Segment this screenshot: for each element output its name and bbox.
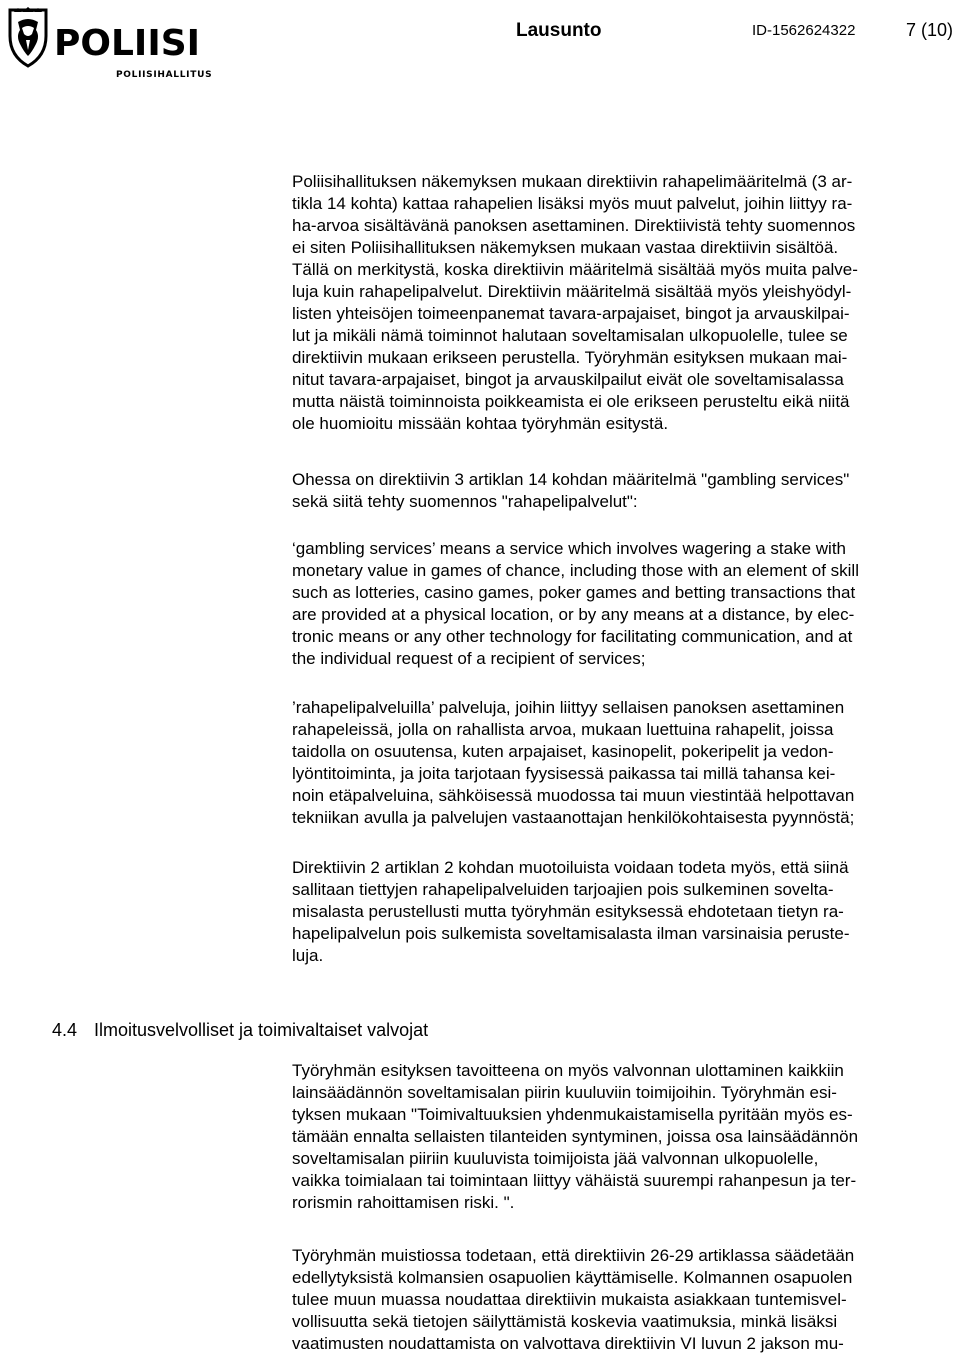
text-line: tikla 14 kohta) kattaa rahapelien lisäksi myös muut palvelut, joihin liittyy ra- (292, 194, 853, 213)
text-line: nitut tavara-arpajaiset, bingot ja arvauskilpailut eivät ole soveltamisalassa (292, 370, 844, 389)
text-line: vollisuutta sekä tietojen säilyttämistä koskevia vaatimuksia, minkä lisäksi (292, 1312, 838, 1331)
text-line: lainsäädännön soveltamisalan piirin kuuluviin toimijoihin. Työryhmän esi- (292, 1083, 837, 1102)
text-line: tekniikan avulla ja palvelujen vastaanottajan henkilökohtaisesta pyynnöstä; (292, 808, 855, 827)
text-line: rorismin rahoittamisen riski. ". (292, 1193, 515, 1212)
text-line: tyksen mukaan "Toimivaltuuksien yhdenmukaistamisella pyritään myös es- (292, 1105, 853, 1124)
section-number: 4.4 (52, 1020, 78, 1040)
section-heading (52, 1018, 428, 1042)
text-line: Direktiivin 2 artiklan 2 kohdan muotoiluista voidaan todeta myös, että siinä (292, 858, 849, 877)
text-line: such as lotteries, casino games, poker games and betting transactions that (292, 583, 856, 602)
page-header (0, 0, 960, 80)
paragraph-third-parties (292, 1245, 960, 1355)
text-line: tulee muun muassa noudattaa direktiivin mukaista asiakkaan tuntemisvel- (292, 1290, 847, 1309)
paragraph-finnish-definition (292, 697, 960, 829)
logo-subtitle: POLIISIHALLITUS (116, 70, 213, 80)
paragraph-definition-intro (292, 469, 960, 513)
poliisi-logo (6, 6, 213, 80)
text-line: are provided at a physical location, or by any means at a distance, by elec- (292, 605, 855, 624)
text-line: soveltamisalan piiriin kuuluvista toimijoista jää valvonnan ulkopuolelle, (292, 1149, 819, 1168)
text-line: sekä siitä tehty suomennos "rahapelipalvelut": (292, 492, 638, 511)
text-line: rahapeleissä, jolla on rahallista arvoa, mukaan luettuina rahapelit, joissa (292, 720, 834, 739)
text-line: mutta näistä toiminnoista poikkeamista ei ole erikseen perusteltu eikä niitä (292, 392, 850, 411)
logo-wordmark: POLIISI (54, 23, 201, 64)
text-line: Työryhmän muistiossa todetaan, että direktiivin 26-29 artiklassa säädetään (292, 1246, 855, 1265)
paragraph-directive-definition (292, 171, 960, 435)
text-line: Poliisihallituksen näkemyksen mukaan direktiivin rahapelimääritelmä (3 ar- (292, 172, 853, 191)
text-line: luja. (292, 946, 324, 965)
paragraph-supervision-goal (292, 1060, 960, 1214)
text-line: ha-arvoa sisältävänä panoksen asettaminen. Direktiivistä tehty suomennos (292, 216, 856, 235)
text-line: vaikka toimialaan tai toimintaan liittyy vähäistä suurempi rahanpesun ja ter- (292, 1171, 857, 1190)
text-line: Ohessa on direktiivin 3 artiklan 14 kohdan määritelmä "gambling services" (292, 470, 850, 489)
text-line: misalasta perustellusti mutta työryhmän esityksessä ehdotetaan tietyn ra- (292, 902, 844, 921)
text-line: tämään ennalta sellaisten tilanteiden syntyminen, joissa osa lainsäädännön (292, 1127, 859, 1146)
document-id: ID-1562624322 (752, 22, 856, 39)
text-line: vaatimusten noudattamista on valvottava direktiivin VI luvun 2 jakson mu- (292, 1334, 844, 1353)
text-line: Työryhmän esityksen tavoitteena on myös valvonnan ulottaminen kaikkiin (292, 1061, 844, 1080)
text-line: the individual request of a recipient of services; (292, 649, 646, 668)
text-line: lyöntitoiminta, ja joita tarjotaan fyysisessä paikassa tai millä tahansa kei- (292, 764, 836, 783)
paragraph-english-definition (292, 538, 960, 670)
text-line: Tällä on merkitystä, koska direktiivin määritelmä sisältää myös muita palve- (292, 260, 858, 279)
police-badge-icon (6, 6, 50, 68)
text-line: noin etäpalveluina, sähköisessä muodossa tai muun viestintää helpottavan (292, 786, 855, 805)
text-line: edellytyksistä kolmansien osapuolien käyttämiselle. Kolmannen osapuolen (292, 1268, 853, 1287)
page-number: 7 (10) (906, 20, 954, 40)
paragraph-article-2 (292, 857, 960, 967)
text-line: lut ja mikäli nämä toiminnot halutaan soveltamisalan ulkopuolelle, tulee se (292, 326, 848, 345)
text-line: taidolla on osuutensa, kuten arpajaiset, kasinopelit, pokeripelit ja vedon- (292, 742, 834, 761)
text-line: sallitaan tiettyjen rahapelipalveluiden tarjoajien pois sulkeminen sovelta- (292, 880, 834, 899)
text-line: ei siten Poliisihallituksen näkemyksen mukaan vastaa direktiivin sisältöä. (292, 238, 839, 257)
text-line: ‘gambling services’ means a service which involves wagering a stake with (292, 539, 847, 558)
text-line: direktiivin mukaan erikseen perustella. Työryhmän esityksen mukaan mai- (292, 348, 848, 367)
text-line: luja kuin rahapelipalvelut. Direktiivin määritelmä sisältää myös yleishyödyl- (292, 282, 852, 301)
text-line: listen yhteisöjen toimeenpanemat tavara-arpajaiset, bingot ja arvauskilpai- (292, 304, 850, 323)
text-line: monetary value in games of chance, including those with an element of skill (292, 561, 859, 580)
text-line: ’rahapelipalveluilla’ palveluja, joihin liittyy sellaisen panoksen asettaminen (292, 698, 845, 717)
document-type: Lausunto (516, 20, 602, 41)
text-line: hapelipalvelun pois sulkemista soveltamisalasta ilman varsinaisia peruste- (292, 924, 850, 943)
section-title: Ilmoitusvelvolliset ja toimivaltaiset valvojat (94, 1020, 429, 1040)
text-line: ole huomioitu missään kohtaa työryhmän esitystä. (292, 414, 669, 433)
text-line: tronic means or any other technology for facilitating communication, and at (292, 627, 853, 646)
